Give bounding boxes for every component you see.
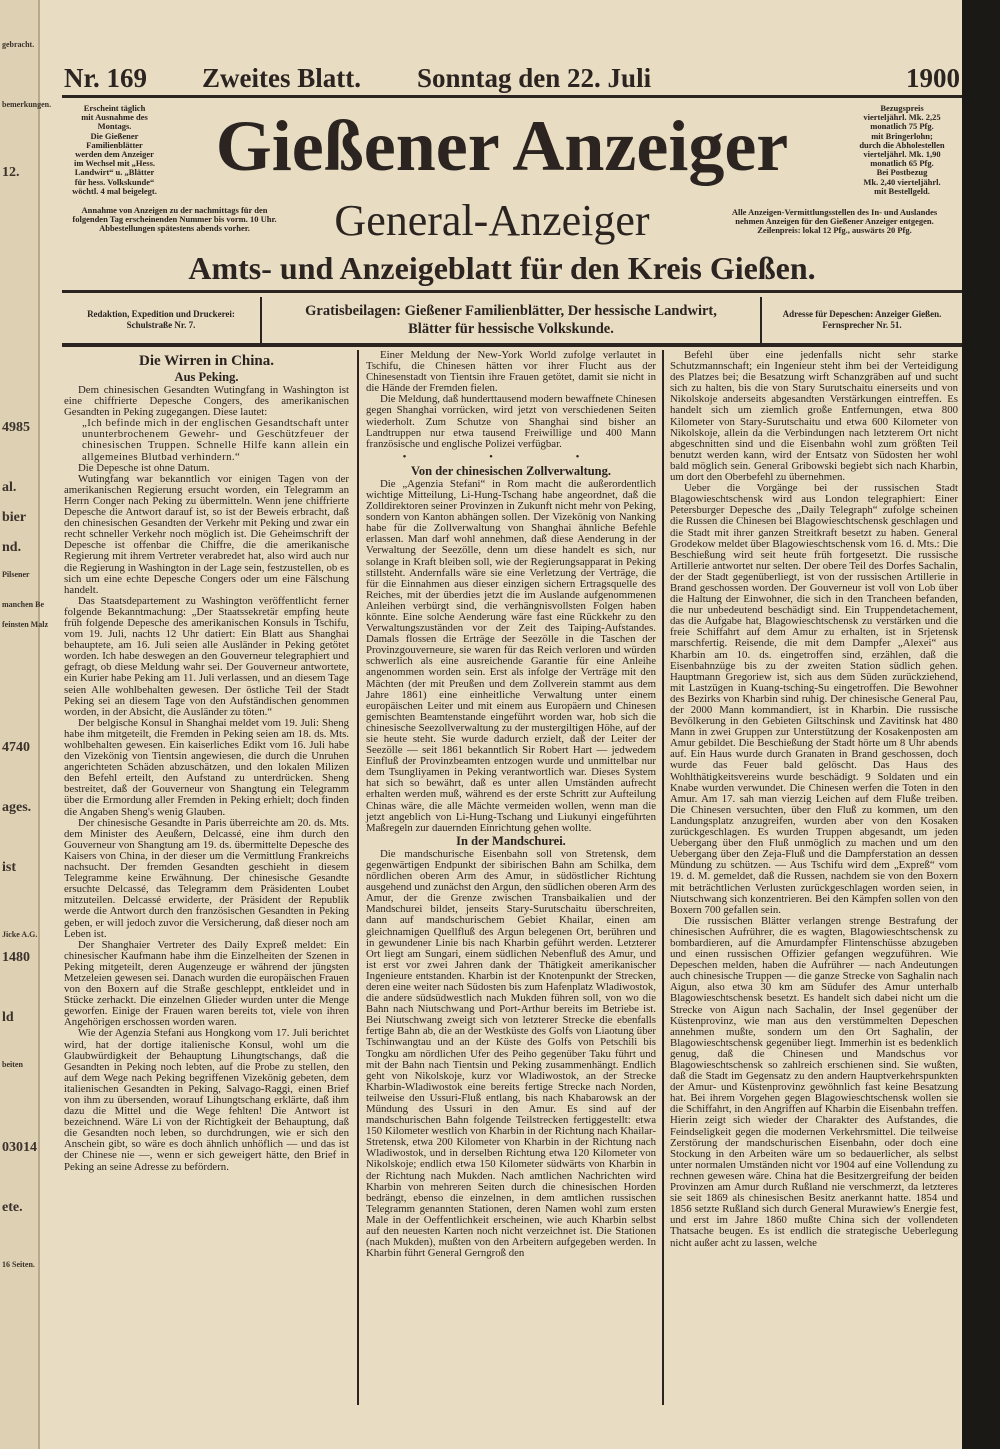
paragraph: Die mandschurische Eisenbahn soll von Stretensk, dem gegenwärtigen Endpunkt der sibirischen Bahn am Schilka, dem nördlichen oberen Arm des Amur, in südöstlicher Richtung ausgehend und zunächst den Argun, den südlichen oberen Arm des Amur, der die Grenze zwischen Transbaikalien und der Mandschurei bildet, jenseits Stary-Surutschaitu überschreiten, dann auf mandschurischem Gebiet Khailar, einen am gleichnamigen Quellfluß des Argun belegenen Ort, berühren und in gewundener Linie bis nach Kharbin geführt werden. Letzterer Ort liegt am Sungari, einem südlichen Nebenfluß des Amur, und ist erst vor zwei Jahren dank der Thätigkeit amerikanischer Ingenieure entstanden. Kharbin ist der Knotenpunkt der Strecken, deren eine weiter nach Südosten bis zum Hafenplatz Wladiwostok, die andere südsüdwestlich nach Mukden führen soll, von wo die Bahn nach Niutschwang und Port-Arthur bereits im Betriebe ist. Bei Niutschwang zweigt sich von letzterer Strecke die ebenfalls fertige Bahn ab, die an der Westküste des Golfs von Liaotung über Tschinwangtau und an der Küste des Golfs von Petschili bis Tongku am nördlichen Ufer des Peiho gegenüber Taku führt und mit der Bahn nach Tientsin und Peking zusammenhängt. Endlich geht von Nikolskoje, kurz vor Wladiwostok, an der Strecke Kharbin-Wladiwostok eine bereits fertige Strecke nach Norden, teilweise den Ussuri-Fluß entlang, bis nach Khabarowsk an der Mündung des Ussuri in den Amur. Es sind auf der mandschurischen Bahn folgende Teilstrecken fertiggestellt: etwa 150 Kilometer westlich von Kharbin in der Richtung nach Khailar-Stretensk, etwa 200 Kilometer von Kharbin in der Richtung nach Wladiwostok, und in derselben Richtung etwa 120 Kilometer von Nikolskoje; endlich etwa 150 Kilometer südwärts von Kharbin in der Richtung nach Mukden. Nach amtlichen Nachrichten wird Kharbin von mehreren Seiten durch die chinesischen Horden bedrängt, ebenso die einzelnen, in dem amtlichen russischen Telegramm genannten Stationen, deren Namen wohl zum ersten Male in der Oeffentlichkeit erscheinen, wie auch Kharbin selbst auf den neuesten Karten noch nicht verzeichnet ist. Die Stationen (nach Mukden), mußten von den Arbeitern aufgegeben werden. In Kharbin führt General Gerngroß den bbox=[366, 847, 656, 1260]
supplements-line: Blätter für hessische Volkskunde. bbox=[408, 321, 614, 337]
margin-fragment: ld bbox=[2, 1010, 14, 1025]
paragraph: Der Shanghaier Vertreter des Daily Expreß meldet: Ein chinesischer Kaufmann habe ihm die Einzelheiten der Szenen in Peking mitgeteilt, deren Augenzeuge er während der jüngsten Metzeleien gewesen sei. Danach wurden die europäischen Frauen von den Boxern auf die Straße geschleppt, entkleidet und in Stücke zerhackt. Die einzelnen Glieder wurden unter die Menge geworfen. Einige der Frauen waren bereits tot, viele von ihren Angehörigen erschossen worden waren. bbox=[64, 938, 349, 1029]
paragraph: Dem chinesischen Gesandten Wutingfang in Washington ist eine chiffrierte Depesche Congers, des amerikanischen Gesandten in Peking zugegangen. Diese lautet: bbox=[64, 384, 349, 419]
newspaper-title: Gießener Anzeiger bbox=[215, 106, 789, 186]
price-line: Bei Postbezug bbox=[876, 167, 928, 178]
notice-line: Zeilenpreis: lokal 12 Pfg., auswärts 20 Pfg. bbox=[757, 225, 912, 236]
margin-fragment: 12. bbox=[2, 165, 20, 180]
price-line: Mk. 2,40 vierteljährl. bbox=[863, 176, 941, 187]
margin-fragment: beiten bbox=[2, 1060, 23, 1069]
divider bbox=[62, 290, 962, 293]
paragraph: Die Meldung, daß hunderttausend modern bewaffnete Chinesen gegen Shanghai vorrücken, wird jetzt von verschiedenen Seiten wiederholt. Zum Schutze von Shanghai sind bisher an Landtruppen nur etwa tausend Freiwillige und 400 Mann französische und englische Polizei verfügbar. bbox=[366, 393, 656, 450]
notice-line: Annahme von Anzeigen zu der nachmittags für den bbox=[81, 205, 268, 215]
section-heading: Von der chinesischen Zollverwaltung. bbox=[410, 463, 612, 478]
column-1 bbox=[64, 350, 349, 1173]
margin-fragment: 03014 bbox=[2, 1140, 37, 1155]
paragraph: Das Staatsdepartement zu Washington veröffentlicht ferner folgende Bekanntmachung: „Der Staatssekretär empfing heute früh folgende Depesche des amerikanischen Konsuls in Tschifu, vom 19. Juli, nachts 12 Uhr datiert: Ein Blatt aus Shanghai behauptete, am 16. Juli seien alle Ausländer in Peking getötet worden. Ich habe deswegen an den Gouverneur telegraphiert und gefragt, ob diese Meldung wahr sei. Der Gouverneur antwortete, ein Kurier habe Peking am 11. Juli verlassen, und an diesem Tage seien Alle wohlbehalten gewesen. Der östliche Teil der Stadt Peking sei an diesem Tage von den Aufständischen genommen worden, in der Absicht, die Ausländer zu töten.“ bbox=[64, 594, 349, 718]
margin-fragment: gebracht. bbox=[2, 40, 35, 49]
margin-fragment: 16 Seiten. bbox=[2, 1260, 35, 1269]
notice-line: Abbestellungen spätestens abends vorher. bbox=[99, 223, 250, 234]
notice-line: wöchtl. 4 mal beigelegt. bbox=[72, 185, 157, 196]
section-separator: • • • bbox=[402, 450, 620, 463]
adjacent-page-edge bbox=[0, 0, 52, 1449]
notice-line: nehmen Anzeigen für den Gießener Anzeiger entgegen. bbox=[735, 216, 934, 227]
notice-line: Montags. bbox=[97, 121, 132, 132]
notice-line: Familienblätter bbox=[86, 139, 143, 150]
margin-fragment: al. bbox=[2, 480, 17, 495]
telegraph-line: Fernsprecher Nr. 51. bbox=[822, 320, 902, 330]
subscription-price bbox=[842, 104, 962, 196]
telegraph-address bbox=[762, 297, 962, 343]
office-address bbox=[62, 297, 262, 343]
paragraph: Die russischen Blätter verlangen strenge Bestrafung der chinesischen Aufrührer, die es wagten, Blagowieschtschensk zu bombardieren, auf die Amurdampfer Flintenschüsse abzugeben und einen russischen Offizier gefangen wegzuführen. Wie Depeschen melden, haben die Aufrührer — nach Andeutungen auch chinesische Truppen — die ganze Strecke von Saghalin nach Aigun, also etwa 30 km am Südufer des Amur unterhalb Blagowieschtschensk besetzt. Es handelt sich dabei nicht um die Strecke von Aigun nach Sachalin, der Insel gegenüber der Küstenprovinz, wie man aus den verstümmelten Depeschen annehmen mußte, sondern um den Ort Saghalin, der Blagowieschtschensk gegenüber liegt. Immerhin ist es bedenklich genug, daß die Chinesen und Mandschus vor Blagowieschtschensk so zahlreich erschienen sind. Sie wußten, daß die Stadt im Gegensatz zu den andern Hauptverkehrspunkten der Amur- und Küstenprovinz gewöhnlich fast keine Besatzung hat. Bei ihrem Vorgehen gegen Blagowieschtschensk wollen sie die Schiffahrt, in den Angriffen auf Kharbin die Eisenbahn treffen. Hierin zeigt sich wieder der Charakter des Aufstandes, die Feindseligkeit gegen die modernen Verkehrsmittel. Die teilweise Zerstörung der mandschurischen Eisenbahn, oder doch eine Stockung in den Arbeiten wäre um so bedauerlicher, als selbst unter normalen Umständen nicht vor 1904 auf eine Vollendung zu rechnen gewesen wäre. China hat die Besitzergreifung der beiden Provinzen am Amur durch Rußland nie verschmerzt, da letzteres sie seit 1869 als chinesischen Besitz anerkannt hatte. 1854 und 1856 setzte Rußland sich durch General Murawiew's Energie fest, und erst im Jahre 1860 mußte China sich der vollendeten Thatsache beugen. Es ist endlich die strategische Ueberlegung nicht außer acht zu lassen, welche bbox=[670, 914, 958, 1249]
newspaper-page bbox=[42, 0, 962, 1449]
column-divider bbox=[357, 350, 359, 1405]
paragraph: Einer Meldung der New-York World zufolge verlautet in Tschifu, die Chinesen hätten vor ihrer Flucht aus der Chinesenstadt von Tientsin ihre Frauen getötet, damit sie nicht in die Hände der Fremden fielen. bbox=[366, 349, 656, 395]
notice-line: mit Ausnahme des bbox=[81, 112, 148, 123]
notice-line: werden dem Anzeiger bbox=[75, 149, 154, 160]
price-line: vierteljährl. Mk. 2,25 bbox=[863, 112, 941, 123]
margin-fragment: nd. bbox=[2, 540, 22, 555]
newspaper-tagline: Amts- und Anzeigeblatt für den Kreis Gießen. bbox=[188, 250, 816, 286]
price-line: durch die Abholestellen bbox=[859, 139, 945, 150]
paragraph: Wutingfang war bekanntlich vor einigen Tagen von der amerikanischen Regierung ersucht worden, ein Telegramm an Herrn Conger nach Peking zu übermitteln. Wenn jene chiffrierte Depesche die Antwort darauf ist, so ist der Beweis erbracht, daß den chinesischen Gesandten der Verkehr mit Peking und zwar ein recht schneller Verkehr noch möglich ist. Die Geheimschrift der Depesche ist offenbar die Chiffre, die die amerikanische Regierung mit ihrem Vertreter verabredet hat, also wird auch nur die Regierung in Washington in der Lage sein, festzustellen, ob es sich um eine echte Depesche Congers oder um eine Fälschung handelt. bbox=[64, 472, 349, 596]
margin-fragment: Jicke A.G. bbox=[2, 930, 38, 939]
notice-line: folgenden Tag erscheinenden Nummer bis vorm. 10 Uhr. bbox=[72, 214, 277, 225]
issue-number: Nr. 169 bbox=[64, 63, 148, 93]
price-line: monatlich 75 Pfg. bbox=[870, 121, 934, 132]
notice-line: im Wechsel mit „Hess. bbox=[73, 158, 156, 169]
ad-deadline-notice bbox=[62, 206, 287, 234]
book-binding bbox=[962, 0, 1000, 1449]
price-line: vierteljährl. Mk. 1,90 bbox=[863, 149, 941, 160]
supplements-line: Gratisbeilagen: Gießener Familienblätter, Der hessische Landwirt, bbox=[305, 303, 717, 319]
margin-fragment: feinsten Malz bbox=[2, 620, 48, 629]
price-line: mit Bringerlohn; bbox=[871, 130, 933, 141]
info-row bbox=[62, 297, 962, 343]
paragraph: Der chinesische Gesandte in Paris überreichte am 20. ds. Mts. dem Minister des Aeußern, Delcassé, eine ihm durch den Gouverneur von Shangtung am 19. ds. übermittelte Depesche des Kaisers von China, in der dieser um die Vermittlung Frankreichs nachsucht. Der fremden Gesandten geschieht in diesem Telegramme keine Erwähnung. Der chinesische Gesandte ersuchte Delcassé, das Telegramm dem Präsidenten Loubet mitzuteilen. Delcassé erwiderte, der Präsident der Republik werde die Antwort durch den französischen Gesandten in Peking geben, er will jedoch zuvor die Versicherung, daß dieser noch am Leben ist. bbox=[64, 816, 349, 940]
margin-fragment: bier bbox=[2, 510, 27, 525]
price-line: Bezugspreis bbox=[880, 103, 924, 113]
telegraph-line: Adresse für Depeschen: Anzeiger Gießen. bbox=[782, 309, 942, 319]
supplements bbox=[262, 297, 762, 343]
issue-date: Sonntag den 22. Juli bbox=[417, 63, 652, 93]
column-divider bbox=[662, 350, 664, 1405]
notice-line: Landwirt“ u. „Blätter bbox=[74, 167, 155, 178]
issue-year: 1900 bbox=[906, 63, 960, 93]
paragraph: Befehl über eine jedenfalls nicht sehr starke Schutzmannschaft; ein Ingenieur steht ihm bei der Verteidigung des Platzes bei; die Besatzung wirft Schanzgräben auf und sucht sich zu halten, bis die von Stary Surutschaitu einerseits und von Nikolskoje anderseits abgesandten Verstärkungen eintreffen. Es handelt sich um ziemlich große Entfernungen, etwa 800 Kilometer von Stary-Surutschaitu und etwa 600 Kilometer von Nikolskoje, allein da die Verbindungen nach letzterem Ort nicht abgeschnitten sind und die Eisenbahn wohl zum größten Teil benutzt werden kann, wird der Entsatz von Südosten her wohl bald möglich sein. General Gribowski begiebt sich nach Kharbin, um dort den Oberbefehl zu übernehmen. bbox=[670, 349, 958, 484]
masthead-top-line bbox=[62, 62, 962, 98]
notice-line: Die Gießener bbox=[90, 130, 139, 141]
section-heading: Aus Peking. bbox=[174, 370, 239, 384]
divider bbox=[62, 343, 962, 347]
margin-fragment: 1480 bbox=[2, 950, 30, 965]
price-line: monatlich 65 Pfg. bbox=[870, 158, 934, 169]
office-line: Redaktion, Expedition und Druckerei: bbox=[87, 309, 235, 319]
margin-fragment: Pilsener bbox=[2, 570, 30, 579]
margin-fragment: 4985 bbox=[2, 420, 30, 435]
notice-line: Erscheint täglich bbox=[83, 103, 146, 113]
margin-fragment: ete. bbox=[2, 1200, 23, 1215]
section-heading: In der Mandschurei. bbox=[456, 833, 566, 848]
paragraph: „Ich befinde mich in der englischen Gesandtschaft unter ununterbrochenem Gewehr- und Geschützfeuer der chinesischen Truppen. Schnelle Hilfe kann allein ein allgemeines Blutbad verhindern.“ bbox=[82, 417, 349, 463]
newspaper-subtitle: General-Anzeiger bbox=[334, 196, 650, 245]
price-line: mit Bestellgeld. bbox=[874, 185, 930, 196]
article-headline: Die Wirren in China. bbox=[138, 353, 275, 369]
margin-fragment: ist bbox=[2, 860, 16, 875]
office-line: Schulstraße Nr. 7. bbox=[126, 320, 196, 330]
paragraph: Die „Agenzia Stefani“ in Rom macht die außerordentlich wichtige Mitteilung, Li-Hung-Tschang habe angeordnet, daß die Zolldirektoren seiner Provinzen in Zukunft nicht mehr von Peking, sondern von Kanton abhängen sollen. Der Vizekönig von Nanking habe für die Zollverwaltung von Shanghai ähnliche Befehle erlassen. Man darf wohl annehmen, daß diese Aenderung in der Verwaltung der Seezölle, denn um diese handelt es sich, nur solange in Kraft bleiben soll, wie der Regierungsapparat in Peking stillsteht. Andernfalls wäre sie eine Verletzung der Verträge, die für die Einnahmen aus dieser einzigen sichern Ertragsquelle des Reiches, mit der überdies jetzt die im Auslande aufgenommenen Anleihen verbürgt sind, die verhängnisvollsten Folgen haben könnte. Eine solche Aenderung wäre fast eine Rückkehr zu den Verwaltungszuständen vor der Zeit des Taiping-Aufstandes. Damals flossen die Erträge der Seezölle in die Taschen der Provinzgouverneure, sie waren für das Reich verloren und würden schwerlich als eine ausreichende Garantie für eine Anleihe angenommen worden sein. Erst als infolge der Verträge mit den Mächten (der mit Preußen und dem Zollverein stammt aus dem Jahre 1861) eine einheitliche Verwaltung unter einem europäischen Leiter und mit einem aus Europäern und Chinesen gemischten Beamtenstande eingeführt worden war, hob sich die chinesische Seezollverwaltung zu der mustergiltigen Höhe, auf der sie heute steht. Sie wurde dadurch erzielt, daß der Leiter der Seezölle — seit 1861 bekanntlich Sir Robert Hart — jedwedem Einfluß der Provinzbeamten entzogen wurde und unmittelbar nur dem Tsungliyamen in Peking verantwortlich war. Dieses System hat sich so bewährt, daß es unter allen Umständen aufrecht erhalten werden muß, während es der erste Schritt zur Aufteilung Chinas wäre, die alle Mächte vermeiden wollen, wenn man die jetzt angeblich von Li-Hung-Tschang und Liukunyi eingeführten Maßregeln zur dauernden Einrichtung gehen wollte. bbox=[366, 477, 656, 834]
paragraph: Wie der Agenzia Stefani aus Hongkong vom 17. Juli berichtet wird, hat der dortige italienische Konsul, wohl um die Glaubwürdigkeit der Behauptung Lihungtschangs, daß die Gesandten in Peking noch lebten, auf die Probe zu stellen, den auf dem Wege nach Peking begriffenen Vizekönig gebeten, dem italienischen Gesandten in Peking, Salvago-Raggi, einen Brief von ihm zu übersenden, worauf Lihungtschang erklärte, daß ihm dazu die Mittel und die Wege fehlten! Die Antwort ist bezeichnend. Wäre Li von der Richtigkeit der Behauptung, daß die Gesandten noch leben, so durchdrungen, wie er sich den Anschein gibt, so wäre es doch ähnlich unhöflich — und das ist der Chinese nie —, wenn er sich geweigert hätte, den Brief in Peking an seine Adresse zu befördern. bbox=[64, 1027, 349, 1173]
column-3 bbox=[670, 350, 958, 1249]
margin-fragment: 4740 bbox=[2, 740, 30, 755]
sheet-label: Zweites Blatt. bbox=[202, 63, 361, 93]
paragraph: Der belgische Konsul in Shanghai meldet vom 19. Juli: Sheng habe ihm mitgeteilt, die Fremden in Peking seien am 18. ds. Mts. wohlbehalten gewesen. Ein kaiserliches Edikt vom 16. Juli habe den Vizekönig von Tientsin angewiesen, die durch die Unruhen angerichteten Schäden abzuschätzen, und den lokalen Milizen den Befehl erteilt, den Aufstand zu unterdrücken. Sheng bestreitet, daß der Gouverneur von Shangtung ein Telegramm über die Ermordung aller Fremden in Peking erhielt; doch finden die Angaben Sheng's wenig Glauben. bbox=[64, 716, 349, 818]
margin-fragment: manchen Be bbox=[2, 600, 44, 609]
column-2 bbox=[366, 350, 656, 1259]
margin-fragment: ages. bbox=[2, 800, 32, 815]
notice-line: für hess. Volkskunde“ bbox=[74, 176, 155, 187]
notice-line: Alle Anzeigen-Vermittlungsstellen des In- und Auslandes bbox=[731, 207, 938, 217]
paragraph: Die Depesche ist ohne Datum. bbox=[78, 461, 210, 474]
paragraph: Ueber die Vorgänge bei der russischen Stadt Blagowieschtschensk wird aus London telegraphiert: Einer Petersburger Depesche des „Daily Telegraph“ zufolge scheinen die Russen die Chinesen bei Blagowieschtschensk geschlagen und die Stadt mit ihrer ganzen Streitkraft besetzt zu haben. General Grodekow meldet über Blagowieschtschensk vom 16. d. Mts.: Die Beschießung wird seit heute früh fortgesetzt. Die russische Artillerie antwortet nur selten. Der obere Teil des Dorfes Sachalin, der der Stadt gegenüberliegt, ist von der russischen Artillerie in Brand geschossen worden. Der Gouverneur ist voll von Lob über die Haltung der Einwohner, die sich in den Trancheen befanden, die nur unbedeutend beschädigt sind. Ein Truppendetachement, das die Aufgabe hat, Blagowieschtschensk zu verstärken und die freie Schiffahrt auf dem Amur zu erhalten, ist in Srjetensk marschfertig. Reisende, die mit dem Dampfer „Alexei“ aus Kharbin am 10. ds. eingetroffen sind, erzählen, daß die Eisenbahnzüge bis zu der zweiten Station südlich gehen. Hauptmann Gregoriew ist, sich aus dem Süden zurückziehend, mit Lastzügen in Kuang-tsching-Su eingetroffen. Die Bewohner des Bezirks von Kharbin sind ruhig. Der chinesische General Pau, der 2000 Mann kommandiert, ist in Kharbin. Die russische Bevölkerung in den Gebieten Giltschinsk und Zavitinsk hat 480 Mann in zwei Gruppen zur Unterstützung der Kosakenposten am Amur gebildet. Die Beschießung der Stadt hörte um 8 Uhr abends auf. Ein Haus wurde durch Granaten in Brand geschossen, doch wurde das Feuer bald gelöscht. Das Haus des Wohlthätigkeitsvereins wurde beschädigt. 9 Soldaten und ein Knabe wurden verwundet. Die Chinesen werfen die Toten in den Amur. Am 17. sah man vierzig Leichen auf dem Fluße treiben. Die Chinesen versuchten, über den Fluß zu kommen, um den Landungsplatz anzugreifen, wurden aber von den Kosaken zurückgeschlagen. Es wurden Truppen abgesandt, um jeden Uebergang über den Fluß unmöglich zu machen und um den Uebergang über den Zeja-Fluß und die Dampferstation an dessen Mündung zu schützen. — Aus Tschifu wird dem „Expreß“ vom 19. d. M. gemeldet, daß die Russen, nachdem sie von den Boxern mit beträchtlichen Verlusten zurückgeschlagen worden seien, in Niutschwang sich konzentrieren. Bei den Kämpfen sollen von den Boxern 700 gefallen sein. bbox=[670, 482, 958, 916]
ad-agencies-notice bbox=[707, 208, 962, 236]
margin-fragment: bemerkungen. bbox=[2, 100, 52, 109]
publication-notice bbox=[62, 104, 167, 196]
